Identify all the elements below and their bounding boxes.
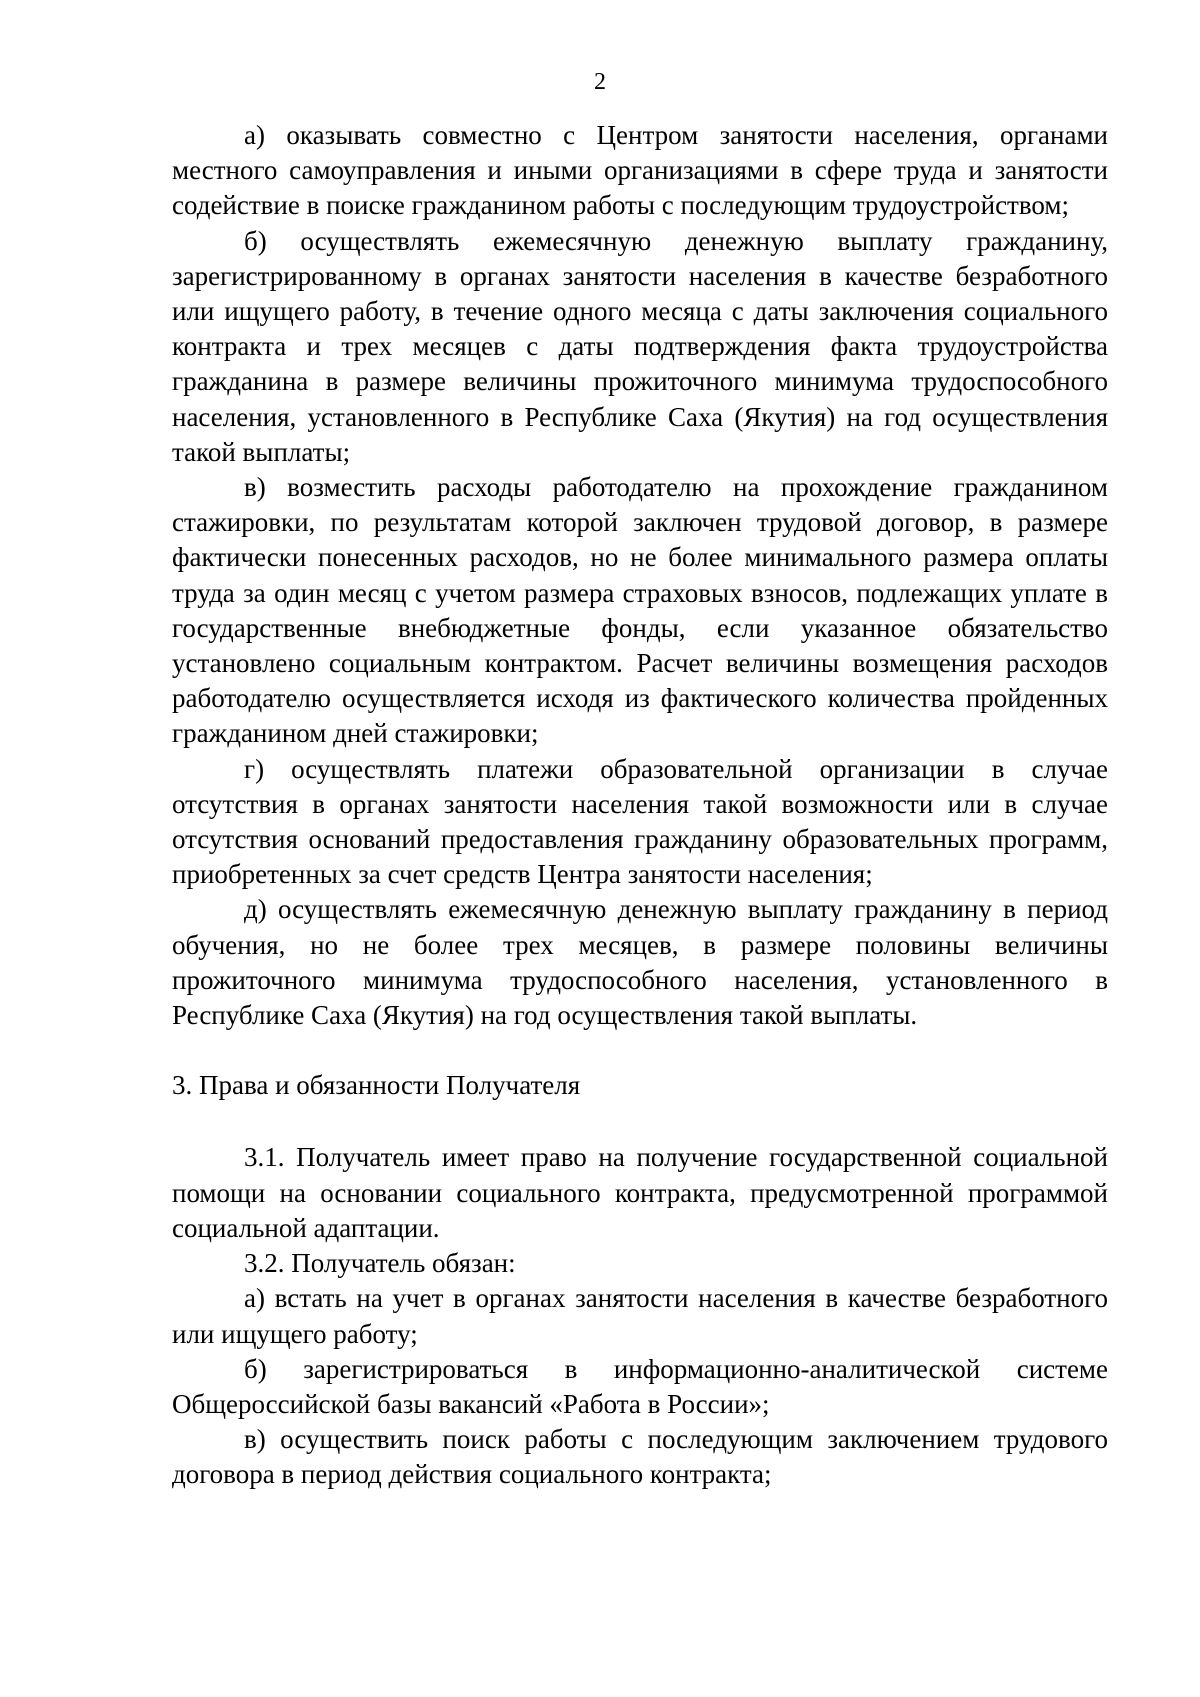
page-number: 2 (594, 69, 606, 95)
paragraph-v: в) возместить расходы работодателю на прохождение гражданином стажировки, по результатам которой заключен трудовой договор, в размере фактически понесенных расходов, но не более минимального размера оплаты труда за один месяц с учетом размера страховых взносов, подлежащих уплате в государственные внебюджетные фонды, если указанное обязательство установлено социальным контрактом. Расчет величины возмещения расходов работодателю осуществляется исходя из фактического количества пройденных гражданином дней стажировки; (172, 472, 1108, 749)
clause-3-2-a: а) встать на учет в органах занятости населения в качестве безработного или ищущего работу; (172, 1283, 1108, 1349)
clause-3-2-v: в) осуществить поиск работы с последующим заключением трудового договора в период действия социального контракта; (172, 1424, 1108, 1490)
section-3-heading: 3. Права и обязанности Получателя (172, 1070, 581, 1101)
clause-3-1: 3.1. Получатель имеет право на получение государственной социальной помощи на основании социального контракта, предусмотренной программой социальной адаптации. (172, 1142, 1108, 1243)
document-body (172, 118, 1108, 1493)
paragraph-g: г) осуществлять платежи образовательной организации в случае отсутствия в органах занятости населения такой возможности или в случае отсутствия оснований предоставления гражданину образовательных программ, приобретенных за счет средств Центра занятости населения; (172, 753, 1108, 890)
paragraph-d: д) осуществлять ежемесячную денежную выплату гражданину в период обучения, но не более трех месяцев, в размере половины величины прожиточного минимума трудоспособного населения, установленного в Республике Саха (Якутия) на год осуществления такой выплаты. (172, 894, 1108, 1031)
paragraph-b: б) осуществлять ежемесячную денежную выплату гражданину, зарегистрированному в органах занятости населения в качестве безработного или ищущего работу, в течение одного месяца с даты заключения социального контракта и трех месяцев с даты подтверждения факта трудоустройства гражданина в размере величины прожиточного минимума трудоспособного населения, установленного в Республике Саха (Якутия) на год осуществления такой выплаты; (172, 225, 1108, 467)
clause-3-2-b: б) зарегистрироваться в информационно-аналитической системе Общероссийской базы вакансий «Работа в России»; (172, 1353, 1108, 1419)
clause-3-2: 3.2. Получатель обязан: (244, 1248, 516, 1279)
paragraph-a: а) оказывать совместно с Центром занятости населения, органами местного самоуправления и иными организациями в сфере труда и занятости содействие в поиске гражданином работы с последующим трудоустройством; (172, 120, 1108, 221)
